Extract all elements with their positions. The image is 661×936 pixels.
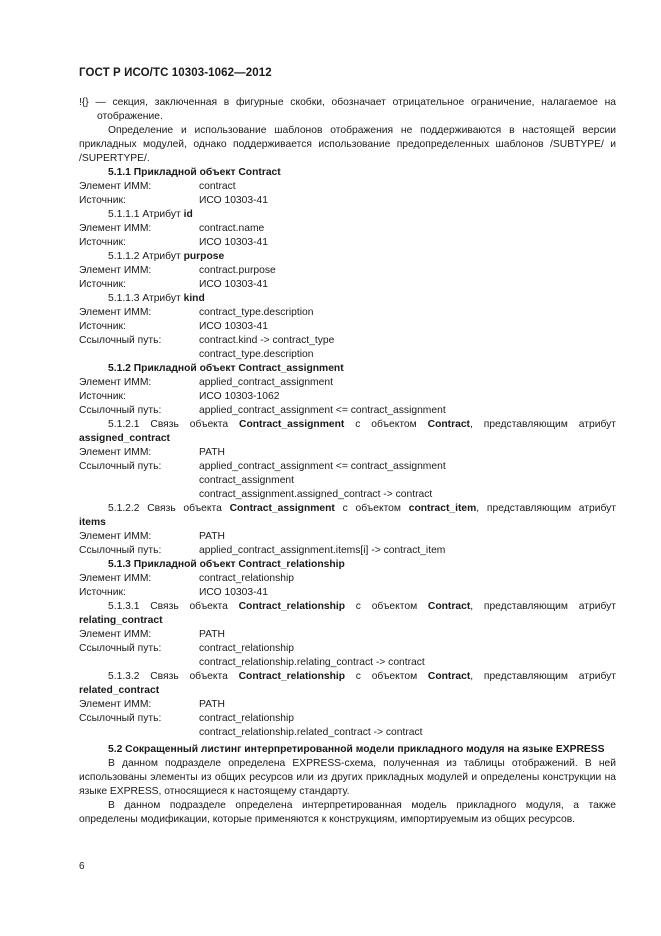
mapping-row: contract_type.description (199, 349, 314, 360)
mapping-row: Источник: ИСО 10303-41 (79, 587, 268, 598)
intro-paragraph: Определение и использование шаблонов отображения не поддерживаются в настоящей версии прикладных модулей, однако поддерживается использование предопределенных шаблонов /SUBTYPE/ и /SUPERTYPE/. (79, 125, 616, 164)
mapping-row: Элемент ИММ: contract_relationship (79, 573, 295, 584)
mapping-row: Источник: ИСО 10303-1062 (79, 391, 280, 402)
mapping-row: Элемент ИММ: PATH (79, 447, 225, 458)
mapping-row: Элемент ИММ: PATH (79, 699, 225, 710)
section-5-1-2-heading: 5.1.2 Прикладной объект Contract_assignment (108, 363, 344, 374)
mapping-row: Ссылочный путь: applied_contract_assignment <= contract_assignment (79, 405, 446, 416)
section-5-2-paragraph-1: В данном подразделе определена EXPRESS-схема, полученная из таблицы отображений. В ней использованы элементы из общих ресурсов или из других прикладных модулей и определены конструкции на языке EXPRESS, относящиеся к настоящему стандарту. (79, 758, 616, 797)
section-5-1-3-heading: 5.1.3 Прикладной объект Contract_relationship (108, 559, 345, 570)
mapping-row: Источник: ИСО 10303-41 (79, 279, 268, 290)
mapping-row: contract_relationship.related_contract -> contract (199, 727, 423, 738)
relation-5-1-2-1-heading: 5.1.2.1 Связь объекта Contract_assignment с объектом Contract, представляющим атрибут (108, 419, 616, 430)
section-5-2-heading: 5.2 Сокращенный листинг интерпретированной модели прикладного модуля на языке EXPRESS (108, 744, 605, 755)
mapping-row: Элемент ИММ: contract.name (79, 223, 265, 234)
mapping-row: Источник: ИСО 10303-41 (79, 237, 268, 248)
mapping-row: Элемент ИММ: contract.purpose (79, 265, 276, 276)
mapping-row: Ссылочный путь: contract.kind -> contract_type (79, 335, 335, 346)
relation-5-1-3-2-heading: 5.1.3.2 Связь объекта Contract_relationship с объектом Contract, представляющим атрибут (108, 671, 616, 682)
page-content (79, 96, 616, 827)
mapping-row: Элемент ИММ: contract (79, 181, 236, 192)
relation-attribute: assigned_contract (79, 433, 170, 444)
page-header: ГОСТ Р ИСО/ТС 10303-1062—2012 (79, 67, 272, 79)
relation-5-1-3-1-heading: 5.1.3.1 Связь объекта Contract_relationship с объектом Contract, представляющим атрибут (108, 601, 616, 612)
section-5-2-paragraph-2: В данном подразделе определена интерпретированная модель прикладного модуля, а также определены модификации, которые применяются к конструкциям, импортируемым из общих ресурсов. (79, 800, 616, 825)
relation-attribute: relating_contract (79, 615, 163, 626)
relation-5-1-2-2-heading: 5.1.2.2 Связь объекта Contract_assignment с объектом contract_item, представляющим атрибут (108, 503, 616, 514)
mapping-row: contract_assignment (199, 475, 295, 486)
section-5-1-1-heading: 5.1.1 Прикладной объект Contract (108, 167, 281, 178)
mapping-row: Элемент ИММ: contract_type.description (79, 307, 314, 318)
mapping-row: Ссылочный путь: applied_contract_assignment <= contract_assignment (79, 461, 446, 472)
attribute-kind-heading: 5.1.1.3 Атрибут kind (108, 293, 205, 304)
mapping-row: Ссылочный путь: applied_contract_assignment.items[i] -> contract_item (79, 545, 446, 556)
mapping-row: Элемент ИММ: applied_contract_assignment (79, 377, 333, 388)
attribute-purpose-heading: 5.1.1.2 Атрибут purpose (108, 251, 225, 262)
attribute-id-heading: 5.1.1.1 Атрибут id (108, 209, 193, 220)
mapping-row: contract_assignment.assigned_contract -> contract (199, 489, 433, 500)
mapping-row: Ссылочный путь: contract_relationship (79, 643, 295, 654)
relation-attribute: items (79, 517, 106, 528)
mapping-row: contract_relationship.relating_contract -> contract (199, 657, 425, 668)
mapping-row: Источник: ИСО 10303-41 (79, 195, 268, 206)
mapping-row: Элемент ИММ: PATH (79, 629, 225, 640)
mapping-row: Ссылочный путь: contract_relationship (79, 713, 295, 724)
mapping-row: Источник: ИСО 10303-41 (79, 321, 268, 332)
relation-attribute: related_contract (79, 685, 160, 696)
page-number: 6 (79, 861, 85, 872)
intro-note: !{} — секция, заключенная в фигурные скобки, обозначает отрицательное ограничение, налагаемое на отображение. (79, 97, 616, 122)
mapping-row: Элемент ИММ: PATH (79, 531, 225, 542)
